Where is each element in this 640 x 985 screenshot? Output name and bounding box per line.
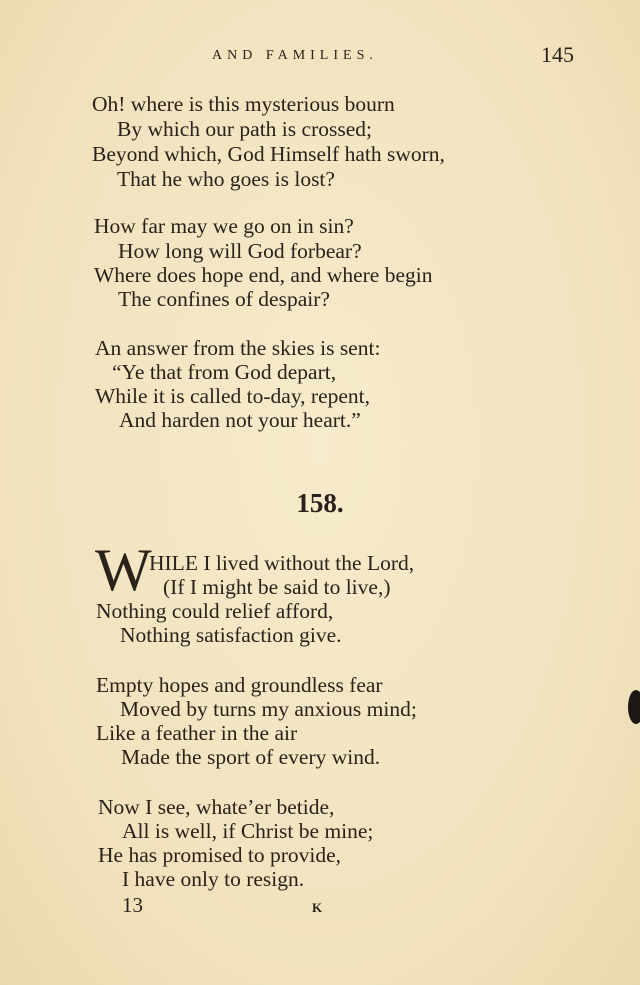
hymn-number: 158. <box>296 488 344 518</box>
signature-number: 13 <box>122 893 143 917</box>
running-title: AND FAMILIES. <box>212 48 378 63</box>
verse-line: Beyond which, God Himself hath sworn, <box>92 142 445 166</box>
verse-line: The confines of despair? <box>118 287 330 311</box>
verse-line: Empty hopes and groundless fear <box>96 673 383 697</box>
verse-line: Where does hope end, and where begin <box>94 263 433 287</box>
verse-line: Like a feather in the air <box>96 721 298 745</box>
verse-line: That he who goes is lost? <box>117 167 335 191</box>
drop-cap: W <box>95 537 152 603</box>
signature-mark: K <box>312 900 323 915</box>
verse-line: Oh! where is this mysterious bourn <box>92 92 395 116</box>
verse-line: While it is called to-day, repent, <box>95 384 371 408</box>
verse-line: (If I might be said to live,) <box>163 575 391 599</box>
verse-line: “Ye that from God depart, <box>112 360 337 384</box>
verse-line: By which our path is crossed; <box>117 117 372 141</box>
verse-line: Now I see, whate’er betide, <box>98 795 335 819</box>
page-number: 145 <box>541 42 574 67</box>
verse-line: How long will God forbear? <box>118 239 362 263</box>
verse-line: And harden not your heart.” <box>119 408 361 432</box>
verse-line: HILE I lived without the Lord, <box>149 551 415 575</box>
verse-line: All is well, if Christ be mine; <box>122 819 374 843</box>
verse-line: An answer from the skies is sent: <box>95 336 381 360</box>
edge-blot <box>628 690 640 724</box>
verse-line: Nothing could relief afford, <box>96 599 334 623</box>
verse-line: Moved by turns my anxious mind; <box>120 697 417 721</box>
verse-line: Nothing satisfaction give. <box>120 623 342 647</box>
verse-line: He has promised to provide, <box>98 843 342 867</box>
verse-line: I have only to resign. <box>122 867 305 891</box>
verse-line: Made the sport of every wind. <box>121 745 381 769</box>
verse-line: How far may we go on in sin? <box>94 214 354 238</box>
